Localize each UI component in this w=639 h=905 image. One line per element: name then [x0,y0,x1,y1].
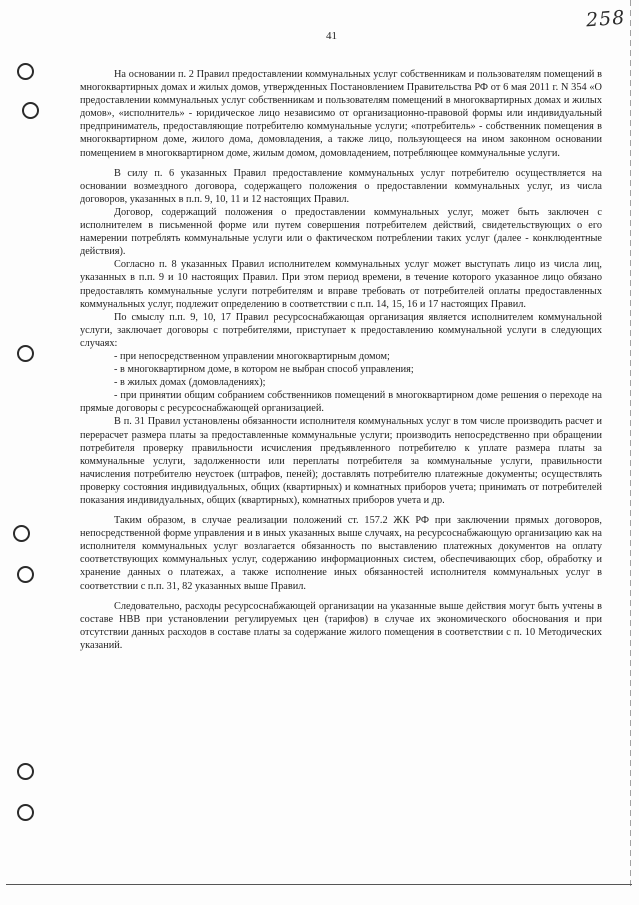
binding-hole-icon [17,63,34,80]
list-item: - в многоквартирном доме, в котором не выбран способ управления; [114,364,414,376]
paragraph-executor-duties: В п. 31 Правил установлены обязанности исполнителя коммунальных услуг в том числе производить расчет и перерасчет размера платы за предоставленные коммунальные услуги; производить непосредственно при обращении потребителя проверку правильности исчисления предъявленного потребителю к уплате размера платы за коммунальные услуги, задолженности или переплаты потребителя за коммунальные услуги, правильности начисления потребителю неустоек (штрафов, пеней); доставлять потребителю платежные документы; осуществлять проверку состояния индивидуальных, общих (квартирных) и комнатных приборов учета; принимать от потребителей показания индивидуальных, общих (квартирных), комнатных приборов учета и др. [80,416,602,506]
binding-hole-icon [17,566,34,583]
paragraph-definitions: На основании п. 2 Правил предоставлении коммунальных услуг собственникам и пользователям помещений в многоквартирных домах и жилых домов, утвержденных Постановлением Правительства РФ от 6 мая 2011 г. N 354 «О предоставлении коммунальных услуг собственникам и пользователям помещений в многоквартирных домах и жилых домов», «исполнитель» - юридическое лицо независимо от организационно-правовой формы или индивидуальный предприниматель, предоставляющие потребителю коммунальные услуги; «потребитель» - собственник помещения в многоквартирном доме, жилого дома, домовладения, а также лицо, пользующееся на ином законном основании помещением в многоквартирном доме, жилым домом, домовладением, потребляющее коммунальные услуги. [80,69,602,159]
document-body [80,68,602,652]
list-item: - при непосредственном управлении многоквартирным домом; [114,350,390,362]
page-number: 41 [326,30,337,42]
binding-hole-icon [22,102,39,119]
scan-edge [630,0,631,890]
archive-page-number: 258 [585,6,626,32]
paragraph-rso-cases: По смыслу п.п. 9, 10, 17 Правил ресурсоснабжающая организация является исполнителем коммунальной услуги, заключает договоры с потребителями, приступает к предоставлению коммунальной услуги в следующих случаях: [80,311,602,349]
list-item: - в жилых домах (домовладениях); [114,377,266,389]
paragraph-executor: Согласно п. 8 указанных Правил исполнителем коммунальных услуг может выступать лицо из числа лиц, указанных в п.п. 9 и 10 настоящих Правил. При этом период времени, в течение которого указанное лицо обязано предоставлять коммунальные услуги потребителям и вправе требовать от потребителей оплаты предоставленных коммунальных услуг, подлежит определению в соответствии с п.п. 14, 15, 16 и 17 настоящих Правил. [80,259,602,310]
binding-hole-icon [17,763,34,780]
paragraph-contract-basis: В силу п. 6 указанных Правил предоставление коммунальных услуг потребителю осуществляется на основании возмездного договора, содержащего положения о предоставлении коммунальных услуг, из числа договоров, указанных в п.п. 9, 10, 11 и 12 настоящих Правил. [80,167,602,205]
binding-hole-icon [17,345,34,362]
paragraph-conclusion: Таким образом, в случае реализации положений ст. 157.2 ЖК РФ при заключении прямых договоров, непосредственной форме управления и в иных указанных выше случаях, на ресурсоснабжающую организацию как на исполнителя коммунальных услуг возлагается обязанность по выставлению платежных документов на оплату соответствующих коммунальных услуг, содержанию информационных систем, обеспечивающих сбор, обработку и хранение данных о платежах, а также исполнение иных обязанностей исполнителя коммунальных услуг в соответствии с п.п. 31, 82 указанных выше Правил. [80,515,602,592]
scan-bottom-edge [6,884,632,885]
paragraph-contract-form: Договор, содержащий положения о предоставлении коммунальных услуг, может быть заключен с исполнителем в письменной форме или путем совершения потребителем действий, свидетельствующих о его намерении потреблять коммунальные услуги или о фактическом потреблении таких услуг (далее - конклюдентные действия). [80,206,602,258]
binding-hole-icon [17,804,34,821]
list-item: - при принятии общим собранием собственников помещений в многоквартирном доме решения о переходе на прямые договоры с ресурсоснабжающей организацией. [80,390,602,415]
paragraph-consequence: Следовательно, расходы ресурсоснабжающей организации на указанные выше действия могут быть учтены в составе НВВ при установлении регулируемых цен (тарифов) в случае их экономического обоснования и при отсутствии данных расходов в составе платы за содержание жилого помещения в соответствии с п. 10 Методических указаний. [80,600,602,651]
binding-hole-icon [13,525,30,542]
